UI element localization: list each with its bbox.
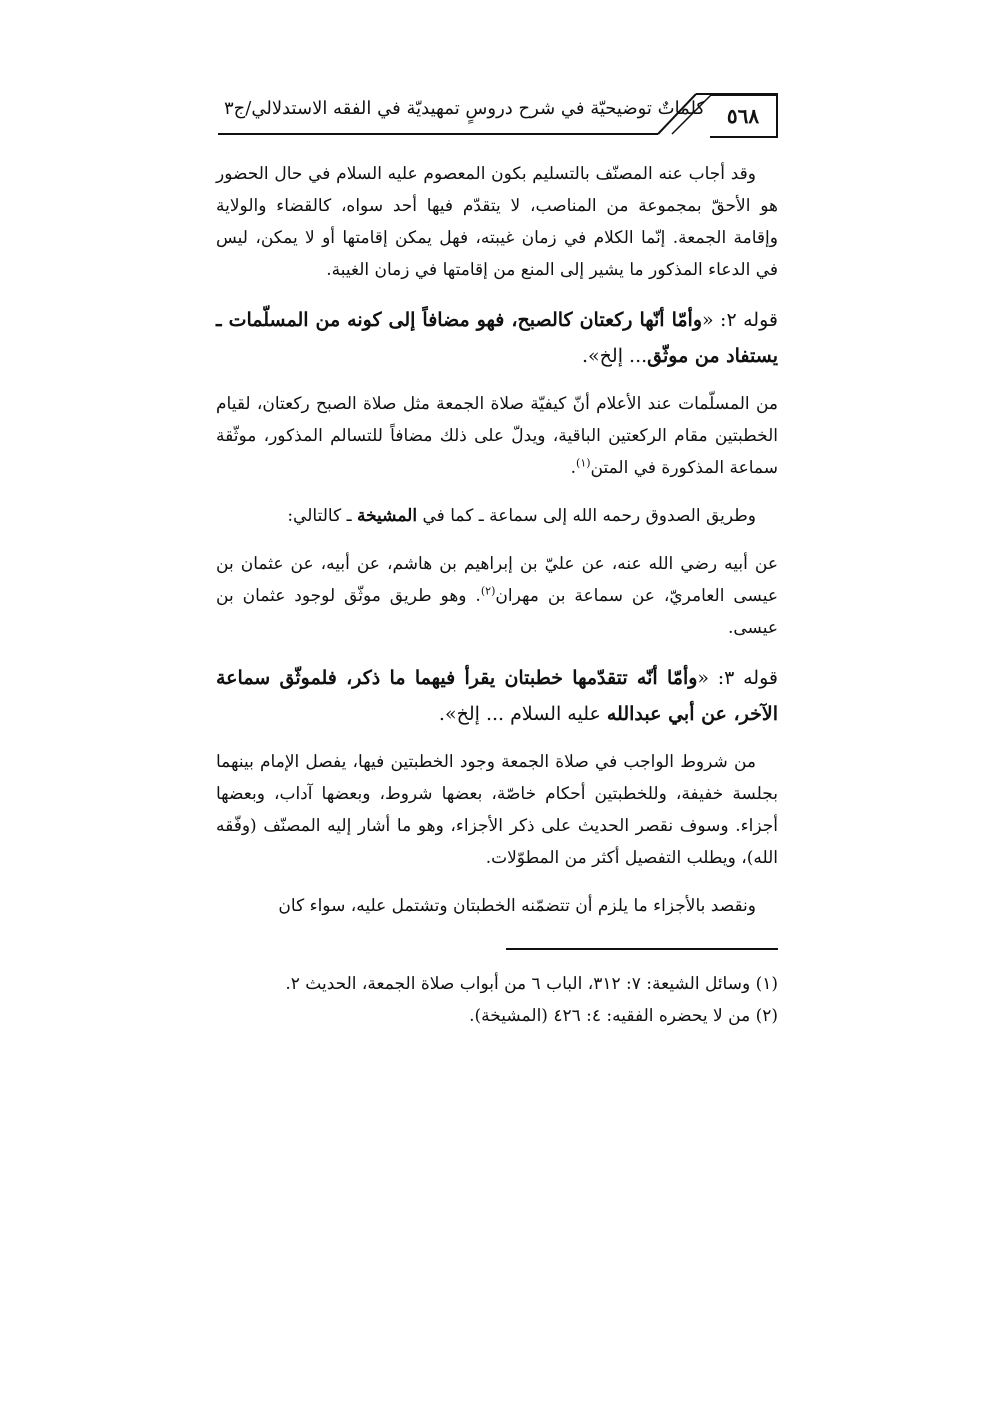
quoted-passage [216, 660, 778, 732]
paragraph-text: عن أبيه رضي الله عنه، عن عليّ بن إبراهيم بن هاشم، عن أبيه، عن عثمان بن عيسى العامريّ، عن سماعة بن مهران [216, 554, 778, 606]
main-text [216, 158, 778, 938]
quote-suffix: عليه السلام ... إلخ». [438, 703, 607, 725]
quoted-passage [216, 302, 778, 374]
paragraph [216, 548, 778, 644]
paragraph: وقد أجاب عنه المصنّف بالتسليم بكون المعصوم عليه السلام في حال الحضور هو الأحقّ بمجموعة من المناصب، لا يتقدّم فيها أحد سواه، كالقضاء والولاية وإقامة الجمعة. إنّما الكلام في زمان غيبته، فهل يمكن إقامتها أو لا يمكن، ليس في الدعاء المذكور ما يشير إلى المنع من إقامتها في زمان الغيبة. [216, 164, 778, 280]
footnotes [216, 968, 778, 1032]
paragraph [216, 500, 778, 532]
quote-suffix: ... إلخ». [582, 345, 648, 367]
paragraph-text: وطريق الصدوق رحمه الله إلى سماعة ـ كما في [417, 506, 756, 526]
footnote-2: (٢) من لا يحضره الفقيه: ٤: ٤٢٦ (المشيخة). [469, 1006, 778, 1026]
page-header [218, 88, 778, 140]
paragraph: من شروط الواجب في صلاة الجمعة وجود الخطبتين فيها، يفصل الإمام بينهما بجلسة خفيفة، وللخطبتين أحكام خاصّة، بعضها شروط، وبعضها آداب، وبعضها أجزاء. وسوف نقصر الحديث على ذكر الأجزاء، وهو ما أشار إليه المصنّف (وفّقه الله)، ويطلب التفصيل أكثر من المطوّلات. [216, 752, 778, 868]
paragraph-end: . وهو طريق موثّق لوجود عثمان بن عيسى. [216, 586, 778, 638]
quote-prefix: قوله ٢: « [702, 309, 778, 331]
footnote-1: (١) وسائل الشيعة: ٧: ٣١٢، الباب ٦ من أبواب صلاة الجمعة، الحديث ٢. [285, 974, 778, 994]
footnote-ref: (١) [576, 456, 591, 470]
footnote-divider [506, 948, 778, 950]
quote-bold-text: وأمّا أنّه تتقدّمها خطبتان يقرأ فيهما ما ذكر، فلموثّق سماعة الآخر، عن أبي عبدالله [216, 667, 778, 725]
paragraph-end: ـ كالتالي: [287, 506, 357, 526]
quote-bold-text: وأمّا أنّها ركعتان كالصبح، فهو مضافاً إلى كونه من المسلّمات ـ يستفاد من موثّق [216, 309, 778, 367]
bold-term: المشيخة [356, 506, 418, 526]
footnote-ref: (٢) [480, 584, 496, 598]
quote-prefix: قوله ٣: « [697, 667, 778, 689]
page-number: ٥٦٨ [710, 94, 778, 138]
running-title: كلماتٌ توضيحيّة في شرح دروسٍ تمهيديّة في الفقه الاستدلالي/ج٣ [224, 98, 706, 119]
paragraph: ونقصد بالأجزاء ما يلزم أن تتضمّنه الخطبتان وتشتمل عليه، سواء كان [278, 896, 756, 916]
paragraph-end: . [570, 458, 577, 478]
paragraph [216, 388, 778, 484]
paragraph-text: من المسلّمات عند الأعلام أنّ كيفيّة صلاة الجمعة مثل صلاة الصبح ركعتان، لقيام الخطبتين مقام الركعتين الباقية، ويدلّ على ذلك مضافاً للتسالم المذكور، موثّقة سماعة المذكورة في المتن [216, 394, 778, 478]
